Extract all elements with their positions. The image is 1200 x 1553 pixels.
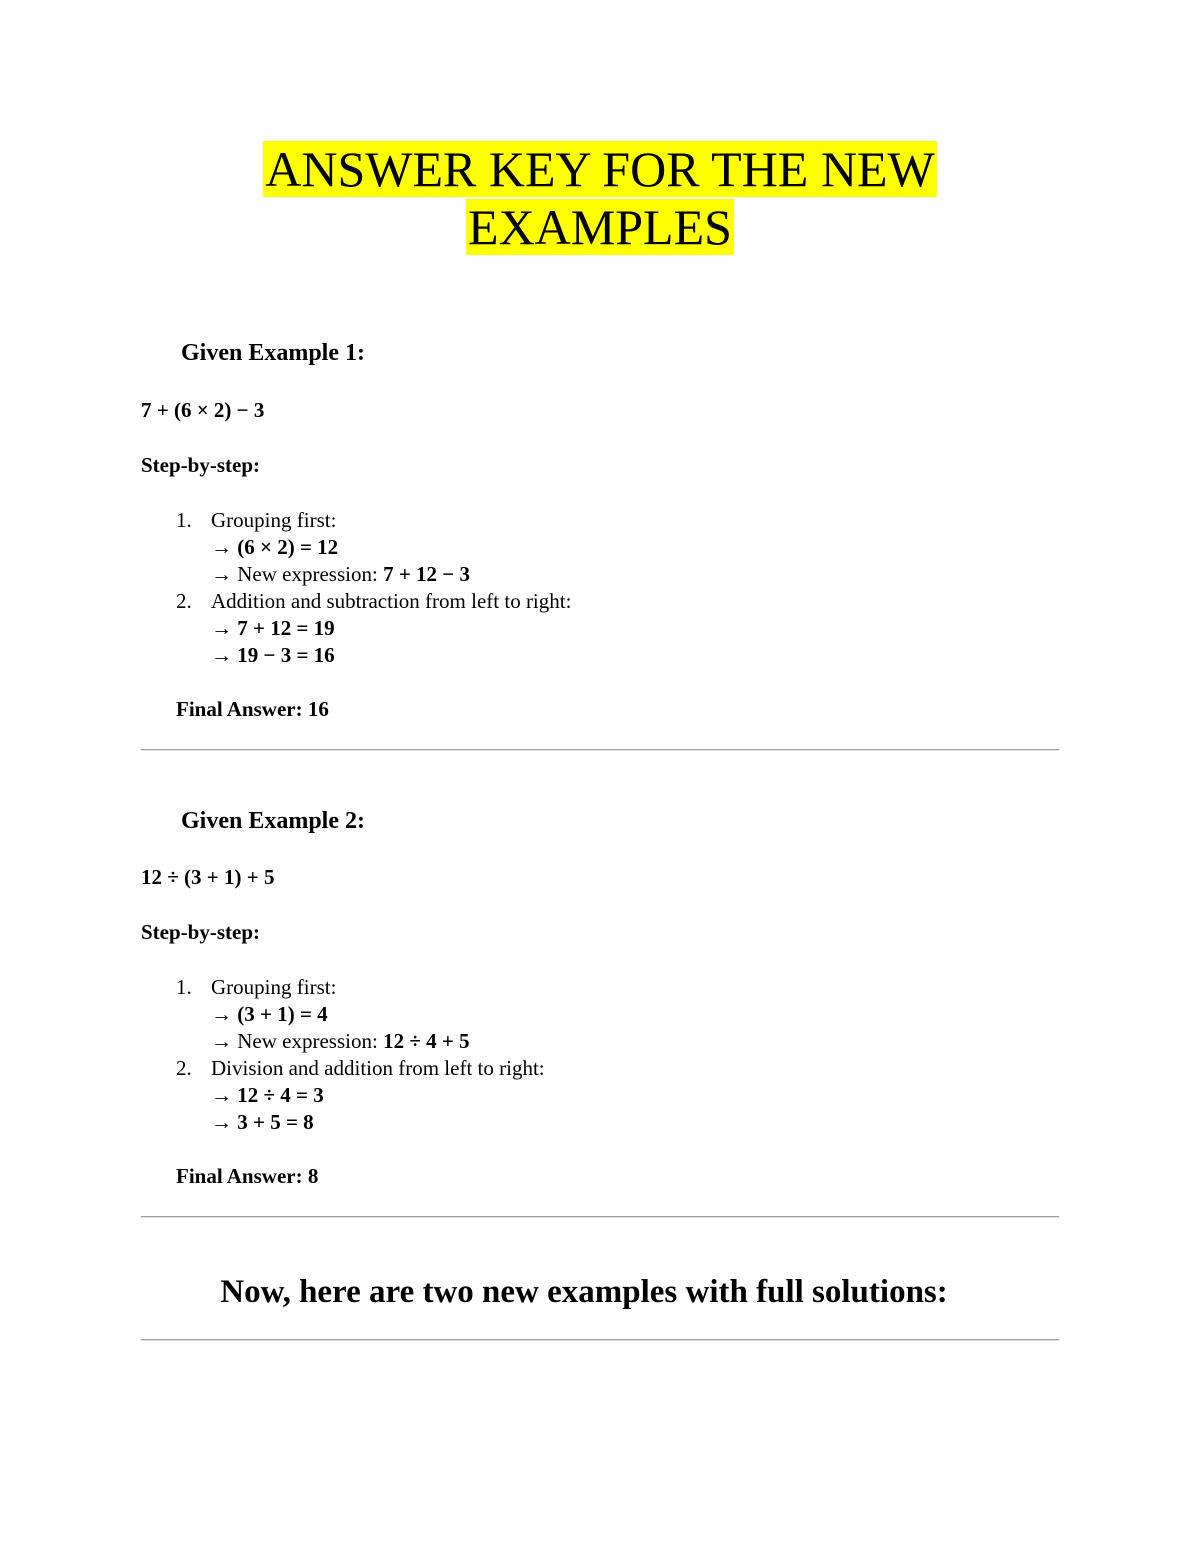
example2-step1-text: Grouping first: xyxy=(211,975,337,999)
example2-step1-number: 1. xyxy=(176,975,192,999)
example1-step2-result2: → 19 − 3 = 16 xyxy=(211,643,335,667)
example2-step2-result1: → 12 ÷ 4 = 3 xyxy=(211,1083,324,1107)
example2-step2-result2: → 3 + 5 = 8 xyxy=(211,1110,314,1134)
example1-expression: 7 + (6 × 2) − 3 xyxy=(141,398,265,422)
page-title xyxy=(0,140,1200,256)
example1-step2-number: 2. xyxy=(176,589,192,613)
example2-steps-label: Step-by-step: xyxy=(141,920,260,944)
example1-steps-label: Step-by-step: xyxy=(141,453,260,477)
example1-step2-result1: → 7 + 12 = 19 xyxy=(211,616,335,640)
example1-step1-new-expression: → New expression: 7 + 12 − 3 xyxy=(211,562,470,586)
example2-step1-new-expression: → New expression: 12 ÷ 4 + 5 xyxy=(211,1029,470,1053)
page-title-line1: ANSWER KEY FOR THE NEW xyxy=(265,141,935,197)
horizontal-divider xyxy=(141,1339,1059,1341)
example2-final-answer: Final Answer: 8 xyxy=(176,1164,319,1188)
example1-heading: Given Example 1: xyxy=(181,340,365,366)
example2-step1-result: → (3 + 1) = 4 xyxy=(211,1002,328,1026)
example2-step2-number: 2. xyxy=(176,1056,192,1080)
example2-step2-text: Division and addition from left to right: xyxy=(211,1056,545,1080)
example1-step2-text: Addition and subtraction from left to right: xyxy=(211,589,572,613)
example1-step1-text: Grouping first: xyxy=(211,508,337,532)
example1-final-answer: Final Answer: 16 xyxy=(176,697,329,721)
example2-expression: 12 ÷ (3 + 1) + 5 xyxy=(141,865,275,889)
example2-heading: Given Example 2: xyxy=(181,808,365,834)
example1-step1-number: 1. xyxy=(176,508,192,532)
horizontal-divider xyxy=(141,749,1059,751)
page-title-line2: EXAMPLES xyxy=(468,199,732,255)
closing-heading: Now, here are two new examples with full solutions: xyxy=(220,1274,948,1310)
example1-step1-result: → (6 × 2) = 12 xyxy=(211,535,339,559)
horizontal-divider xyxy=(141,1216,1059,1218)
